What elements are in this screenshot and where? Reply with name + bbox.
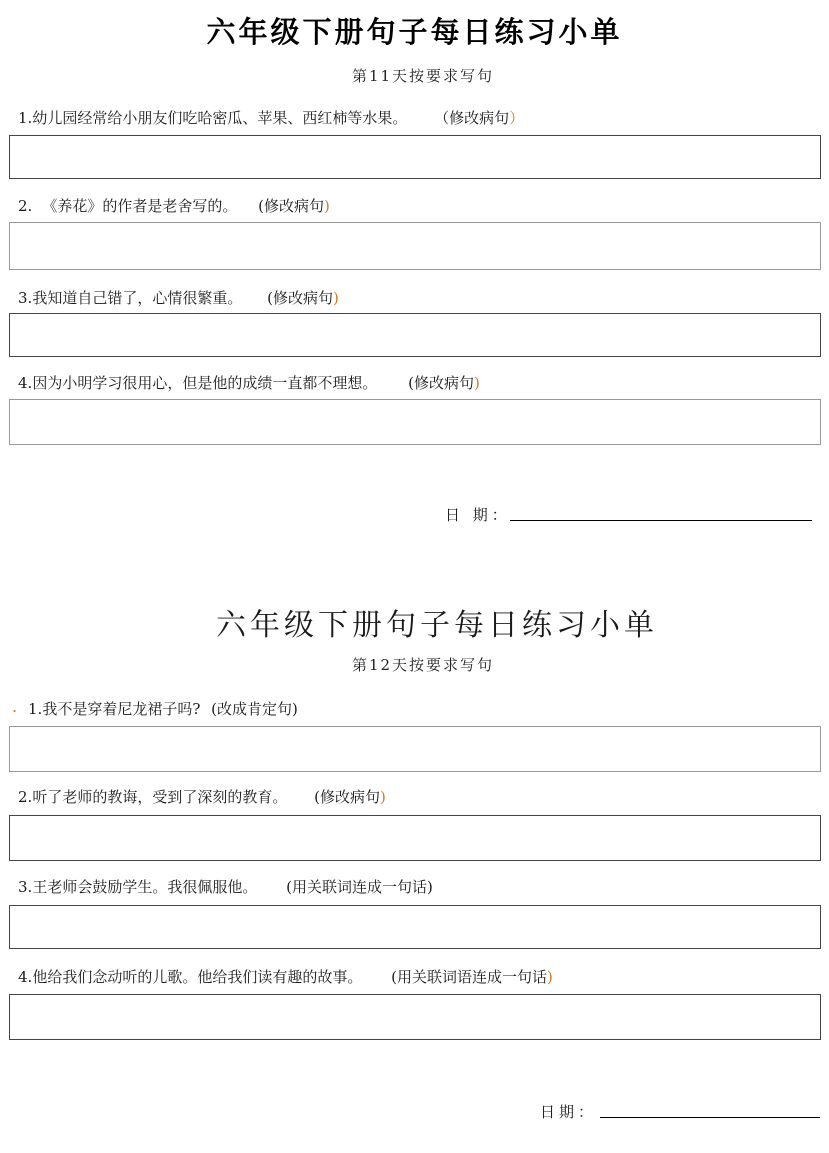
- question-task: (修改病句: [267, 289, 333, 307]
- sheet2-answer-box-3[interactable]: [9, 905, 821, 949]
- question-task-close: ): [379, 788, 386, 806]
- question-number: 4.: [18, 374, 33, 392]
- sheet2-question-2: [18, 786, 386, 807]
- question-text: 我知道自己错了，心情很繁重。: [32, 289, 243, 307]
- question-text: 王老师会鼓励学生。我很佩服他。: [32, 878, 258, 896]
- question-number: 1.: [28, 700, 43, 718]
- question-task: (修改病句: [314, 788, 380, 806]
- sheet2-subtitle: 第12天按要求写句: [351, 656, 495, 674]
- sheet2-answer-box-1[interactable]: [9, 726, 821, 772]
- sheet2-question-1: [28, 698, 298, 719]
- sheet1-subtitle: 第11天按要求写句: [351, 67, 495, 85]
- question-task: (修改病句: [408, 374, 474, 392]
- sheet1-question-2: [18, 195, 330, 216]
- question-number: 4.: [18, 968, 33, 986]
- sheet2-question-3: [18, 876, 433, 897]
- question-task: (修改病句: [258, 197, 324, 215]
- question-task-close: ）: [509, 109, 525, 127]
- sheet2-title: 六年级下册句子每日练习小单: [216, 608, 658, 643]
- question-text: 我不是穿着尼龙裙子吗?: [42, 700, 201, 718]
- sheet1-date-line[interactable]: [510, 520, 812, 521]
- sheet1-title: 六年级下册句子每日练习小单: [206, 15, 623, 49]
- question-text: 听了老师的教诲，受到了深刻的教育。: [32, 788, 288, 806]
- question-task-close: ): [546, 968, 553, 986]
- question-number: 3.: [18, 878, 33, 896]
- sheet1-answer-box-2[interactable]: [9, 222, 821, 270]
- question-number: 2.: [18, 197, 33, 215]
- question-text: 他给我们念动听的儿歌。他给我们读有趣的故事。: [32, 968, 363, 986]
- question-text: 因为小明学习很用心，但是他的成绩一直都不理想。: [32, 374, 378, 392]
- sheet1-answer-box-1[interactable]: [9, 135, 821, 179]
- question-task: （修改病句: [434, 109, 510, 127]
- sheet1-question-4: [18, 372, 480, 393]
- question-task-close: ): [332, 289, 339, 307]
- sheet1-answer-box-4[interactable]: [9, 399, 821, 445]
- question-task: (用关联词语连成一句话: [391, 968, 547, 986]
- stray-dot: .: [12, 697, 18, 716]
- sheet1-date-label: 日 期：: [445, 506, 511, 524]
- sheet1-question-3: [18, 287, 339, 308]
- question-task: (用关联词连成一句话): [286, 878, 433, 896]
- sheet2-answer-box-4[interactable]: [9, 994, 821, 1040]
- sheet1-answer-box-3[interactable]: [9, 313, 821, 357]
- sheet2-date-line[interactable]: [600, 1117, 820, 1118]
- sheet2-answer-box-2[interactable]: [9, 815, 821, 861]
- question-number: 2.: [18, 788, 33, 806]
- question-task-close: ): [473, 374, 480, 392]
- question-task: (改成肯定句): [211, 700, 298, 718]
- question-task-close: ): [323, 197, 330, 215]
- sheet1-question-1: [18, 107, 524, 128]
- sheet2-date-label: 日期：: [540, 1103, 598, 1121]
- question-number: 3.: [18, 289, 33, 307]
- sheet2-question-4: [18, 966, 553, 987]
- question-text: 幼儿园经常给小朋友们吃哈密瓜、苹果、西红柿等水果。: [32, 109, 408, 127]
- question-number: 1.: [18, 109, 33, 127]
- question-text: 《养花》的作者是老舍写的。: [42, 197, 238, 215]
